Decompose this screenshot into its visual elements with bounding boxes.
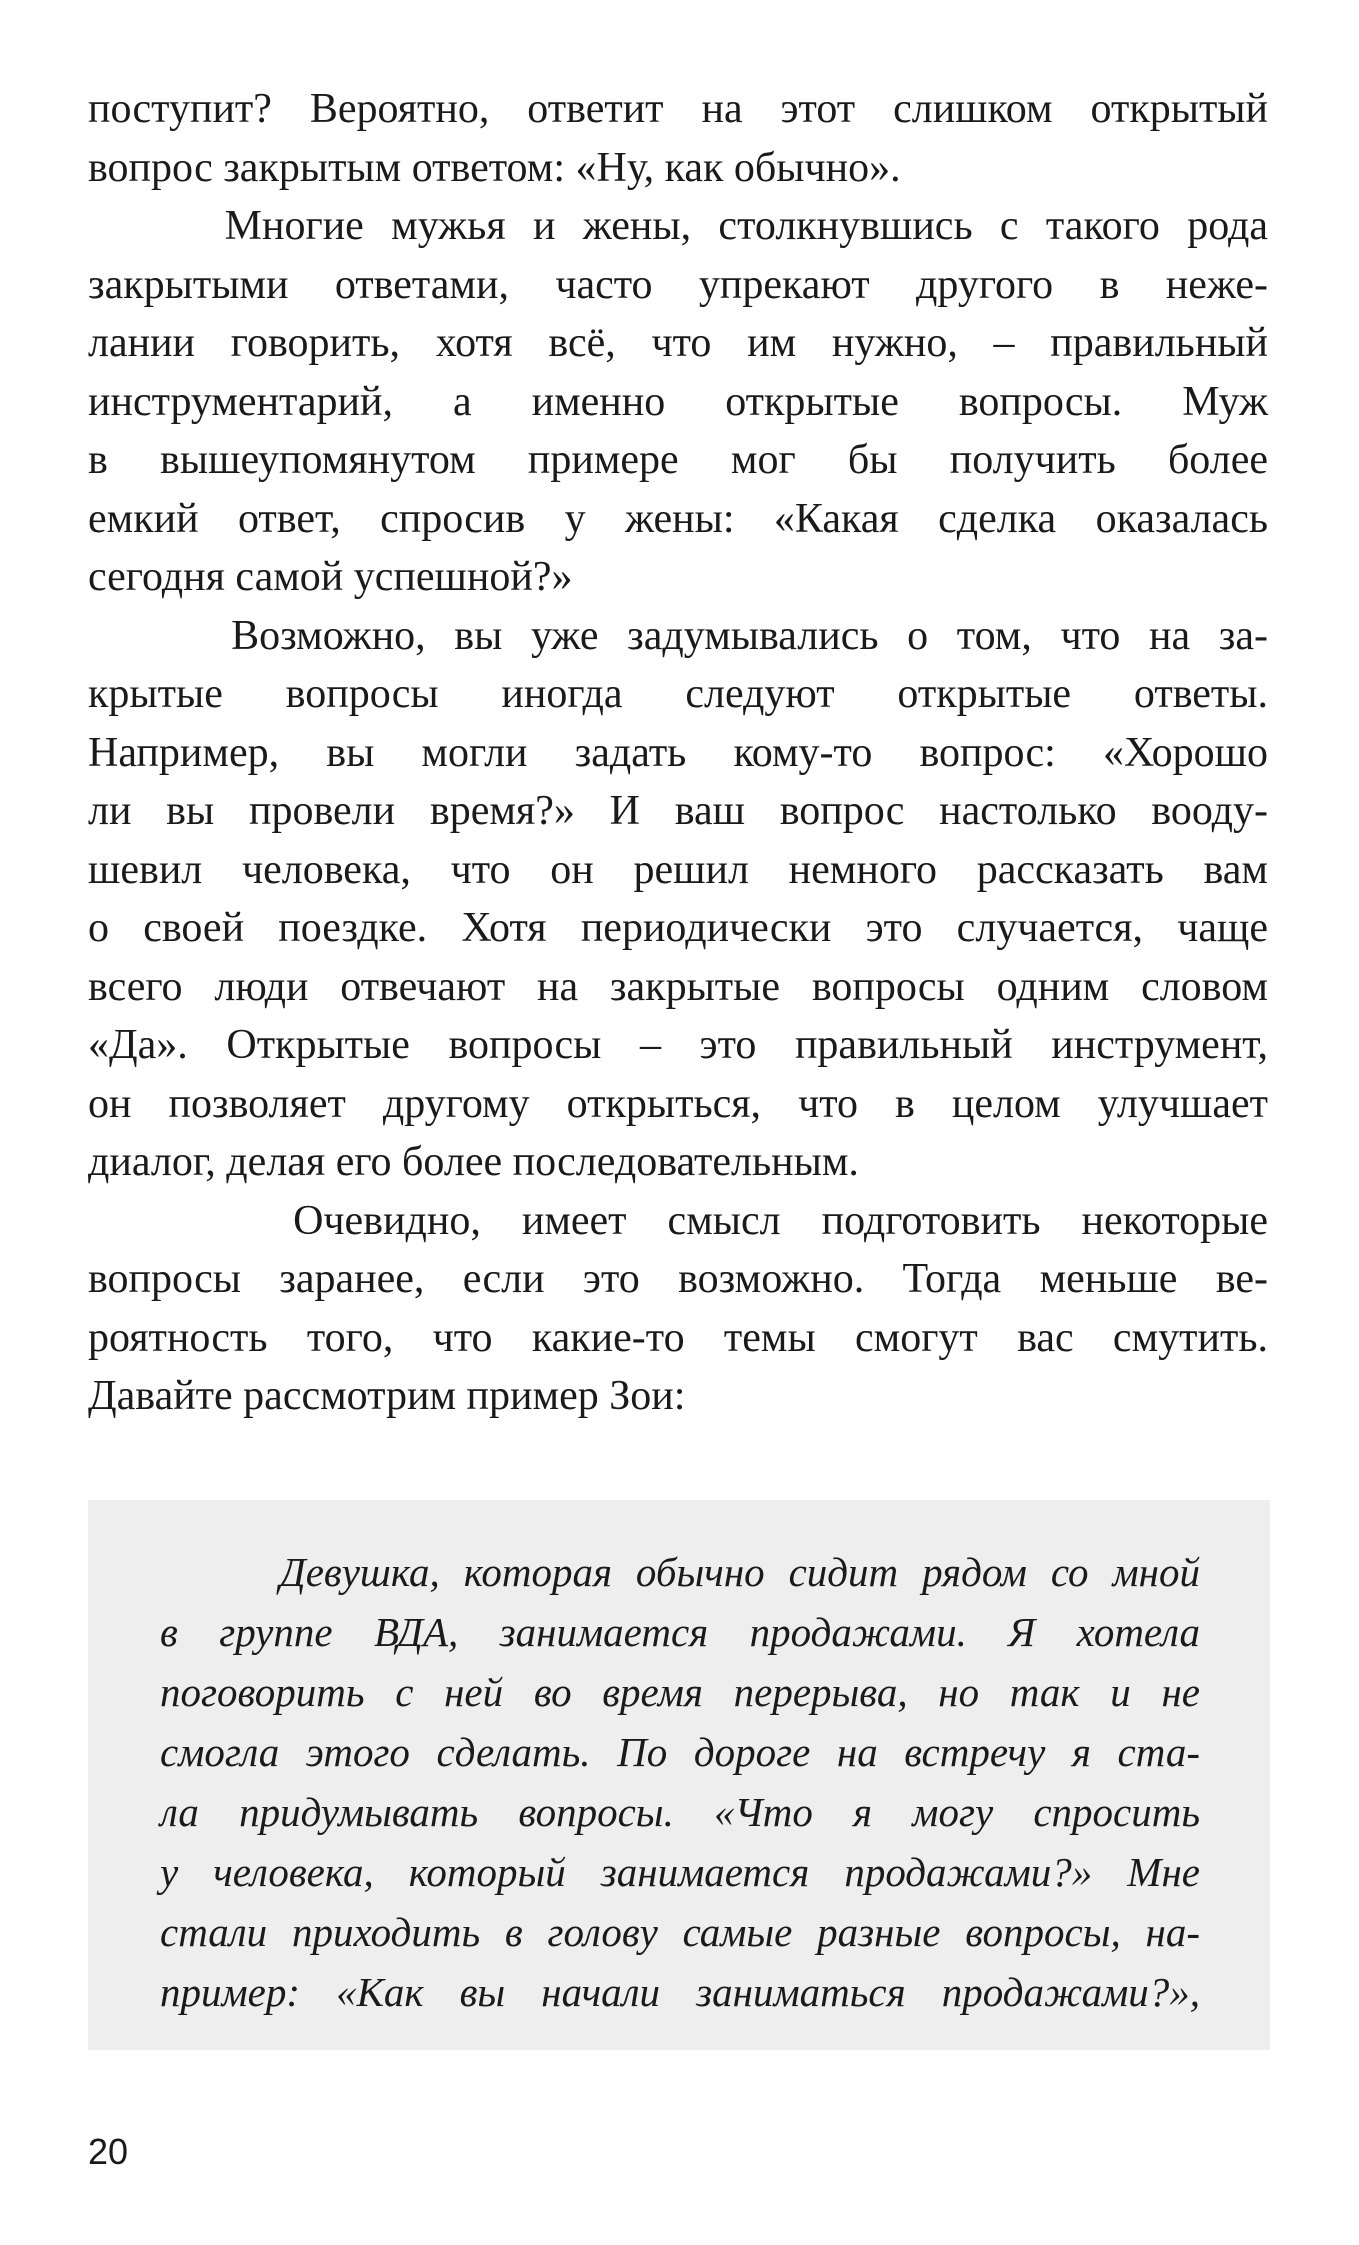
page-number: 20 [88,2131,129,2172]
quote-line: стали приходить в голову самые разные вопросы, на- [160,1909,1200,1955]
text-line: инструментарий, а именно открытые вопросы. Муж [88,378,1268,425]
text-line: «Да». Открытые вопросы – это правильный инструмент, [88,1022,1268,1068]
text-line: ли вы провели время?» И ваш вопрос настолько вооду- [88,788,1268,834]
text-line: шевил человека, что он решил немного рассказать вам [88,846,1268,893]
quote-line: в группе ВДА, занимается продажами. Я хотела [160,1609,1200,1655]
text-line: Очевидно, имеет смысл подготовить некоторые [88,1197,1268,1244]
quote-text [160,1542,1200,2022]
quote-line: поговорить с ней во время перерыва, но так и не [160,1669,1200,1715]
text-line: крытые вопросы иногда следуют открытые ответы. [88,671,1268,717]
text-line: вопрос закрытым ответом: «Ну, как обычно». [88,144,901,191]
text-line: диалог, делая его более последовательным. [88,1139,859,1185]
text-line: о своей поездке. Хотя периодически это случается, чаще [88,905,1268,951]
quote-line: пример: «Как вы начали заниматься продажами?», [160,1969,1200,2015]
quote-line: смогла этого сделать. По дороге на встречу я ста- [160,1729,1200,1775]
text-line: роятность того, что какие-то темы смогут вас смутить. [88,1314,1268,1361]
body-text [88,80,1268,1426]
quote-line: у человека, который занимается продажами?» Мне [160,1849,1200,1895]
main-text [88,80,1268,1426]
text-line: вопросы заранее, если это возможно. Тогда меньше ве- [88,1256,1268,1302]
text-line: Возможно, вы уже задумывались о том, что на за- [88,612,1268,659]
text-line: Например, вы могли задать кому-то вопрос: «Хорошо [88,729,1268,776]
text-line: лании говорить, хотя всё, что им нужно, – правильный [88,320,1268,366]
text-line: закрытыми ответами, часто упрекают другого в неже- [88,261,1268,308]
text-line: Многие мужья и жены, столкнувшись с такого рода [88,203,1268,249]
text-line: Давайте рассмотрим пример Зои: [88,1373,686,1419]
text-line: в вышеупомянутом примере мог бы получить более [88,437,1268,483]
text-line: всего люди отвечают на закрытые вопросы одним словом [88,963,1268,1010]
text-line: емкий ответ, спросив у жены: «Какая сделка оказалась [88,495,1268,542]
quote-line: ла придумывать вопросы. «Что я могу спросить [160,1789,1200,1835]
text-line: поступит? Вероятно, ответит на этот слишком открытый [88,86,1268,132]
text-line: он позволяет другому открыться, что в целом улучшает [88,1080,1268,1127]
quote-line: Девушка, которая обычно сидит рядом со мной [160,1549,1200,1595]
text-line: сегодня самой успешной?» [88,554,573,600]
quote-box [88,1500,1270,2050]
